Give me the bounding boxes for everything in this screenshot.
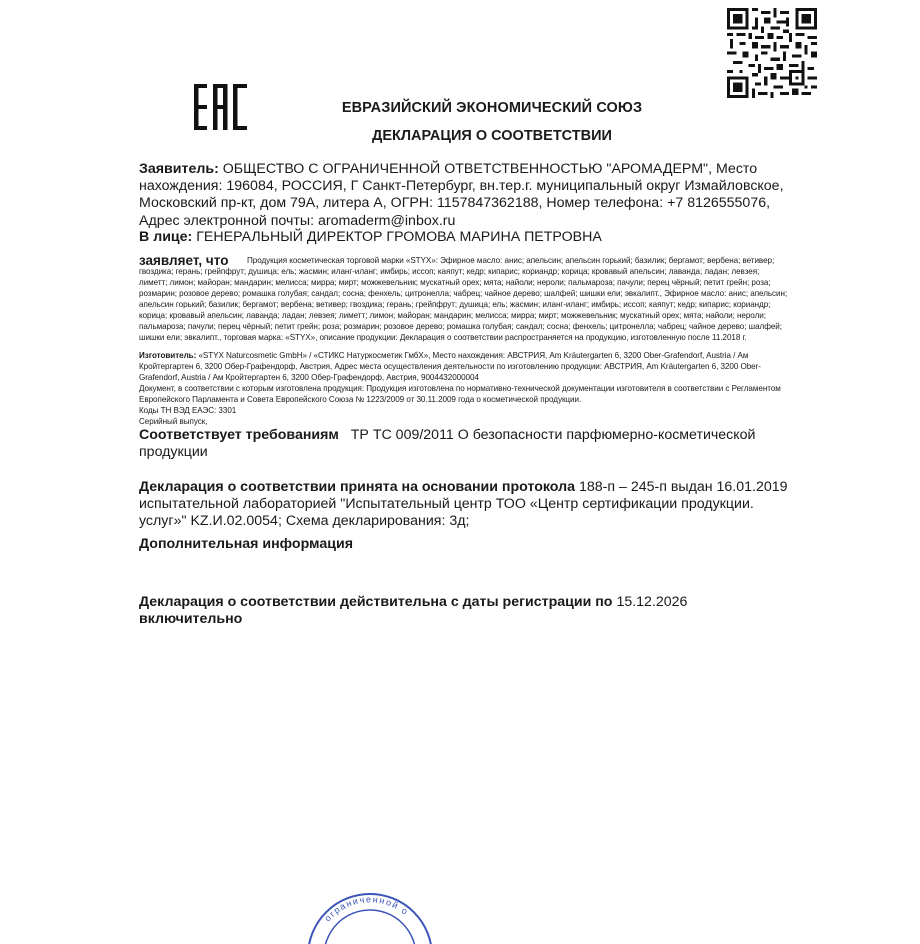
validity-date: 15.12.2026 bbox=[616, 594, 688, 610]
validity-suffix: включительно bbox=[139, 611, 243, 628]
in-person-section bbox=[139, 229, 804, 246]
validity-label: Декларация о соответствии действительна с даты регистрации по bbox=[139, 594, 613, 610]
declares-label: заявляет, что bbox=[139, 253, 229, 268]
conforms-label: Соответствует требованиям bbox=[139, 427, 339, 443]
in-person-text: ГЕНЕРАЛЬНЫЙ ДИРЕКТОР ГРОМОВА МАРИНА ПЕТРОВНА bbox=[196, 229, 602, 245]
protocol-section bbox=[139, 479, 804, 531]
applicant-label: Заявитель: bbox=[139, 161, 219, 177]
conforms-text: ТР ТС 009/2011 О безопасности парфюмерно-косметической продукции bbox=[139, 427, 756, 461]
conforms-section bbox=[139, 427, 804, 461]
protocol-label: Декларация о соответствии принята на основании протокола bbox=[139, 479, 576, 495]
stamp-text: ограниченной о bbox=[322, 894, 411, 924]
qr-code bbox=[727, 8, 817, 98]
additional-info-label: Дополнительная информация bbox=[139, 536, 353, 552]
manufacturer-text: «STYX Naturcosmetic GmbH» / «СТИКС Натуркосметик ГмбХ», Место нахождения: АВСТРИЯ, Am Kräutergarten 6, 3200 Ober-Grafendorf, Austria / Ам Кройтергартен 6, 3200 Обер-Графендорф, Австрия, Адрес места осуществления деятельности по изготовлению продукции: АВСТРИЯ, Am Kräutergarten 6, 3200 Ober-Grafendorf, Austria / Ам Кройтергартен 6, 3200 Обер-Графендорф, Австрия, 9004432000004 bbox=[139, 351, 761, 382]
in-person-label: В лице: bbox=[139, 229, 193, 245]
customs-codes: Коды ТН ВЭД ЕАЭС: 3301 bbox=[139, 406, 237, 415]
validity-section bbox=[139, 594, 804, 628]
serial-release: Серийный выпуск, bbox=[139, 417, 208, 426]
document-basis: Документ, в соответствии с которым изготовлена продукция: Продукция изготовлена по нормативно-технической документации изготовителя в соответствии с Регламентом Европейского Парламента и Совета Европейского Союза № 1223/2009 от 30.11.2009 года о косметической продукции. bbox=[139, 384, 781, 404]
manufacturer-label: Изготовитель: bbox=[139, 351, 197, 360]
applicant-section bbox=[139, 161, 804, 230]
product-description: Продукция косметическая торговой марки «STYX»: Эфирное масло: анис; апельсин; апельсин горький; базилик; бергамот; вербена; ветивер; гвоздика; герань; грейпфрут; душица; ель; жасмин; иланг-иланг; имбирь; иссоп; каяпут; кедр; кипарис; кориандр; корица; кровавый апельсин; лаванда; ладан; левзея; лиметт; лимон; майоран; мандарин; мелисса; мирра; мирт; можжевельник; мускатный орех; мята; найоли; нероли; пальмароза; пачули; перец чёрный; петит грейн; роза; розмарин; розовое дерево; ромашка голубая; сандал; сосна; фенхель; цитронелла; чабрец; чайное дерево; шалфей; шишки ели; эвкалипт., Эфирное масло: анис; апельсин; апельсин горький; базилик; бергамот; вербена; ветивер; гвоздика; герань; грейпфрут; душица; ель; жасмин; иланг-иланг; имбирь; иссоп; каяпут; кедр; кипарис; кориандр; корица; кровавый апельсин; лаванда; ладан; левзея; лиметт; лимон; майоран; мандарин; мелисса; мирра; мирт; можжевельник; мускатный орех; мята; найоли; нероли; пальмароза; пачули; перец чёрный; петит грейн; роза; розмарин; розовое дерево; ромашка голубая; сандал; сосна; фенхель; цитронелла; чабрец; чайное дерево; шалфей; шишки ели; эвкалипт., торговая марка: «STYX», описание продукции: Декларация о соответствии распространяется на продукцию, изготовленную после 11.2018 г. bbox=[139, 256, 788, 342]
manufacturer-section bbox=[139, 350, 789, 383]
applicant-text: ОБЩЕСТВО С ОГРАНИЧЕННОЙ ОТВЕТСТВЕННОСТЬЮ "АРОМАДЕРМ", Место нахождения: 196084, РОССИЯ, Г Санкт-Петербург, вн.тер.г. муниципальный округ Измайловское, Московский пр-кт, дом 79А, литера А, ОГРН: 1157847362188, Номер телефона: +7 8126555076, Адрес электронной почты: aromaderm@inbox.ru bbox=[139, 161, 784, 229]
company-stamp bbox=[305, 884, 435, 944]
document-title: ДЕКЛАРАЦИЯ О СООТВЕТСТВИИ bbox=[372, 128, 612, 144]
protocol-text: 188-п – 245-п выдан 16.01.2019 испытательной лабораторией "Испытательный центр ТОО «Центр сертификации продукции. услуг»" KZ.И.02.0054; Схема декларирования: 3д; bbox=[139, 479, 788, 530]
union-title: ЕВРАЗИЙСКИЙ ЭКОНОМИЧЕСКИЙ СОЮЗ bbox=[341, 100, 643, 116]
